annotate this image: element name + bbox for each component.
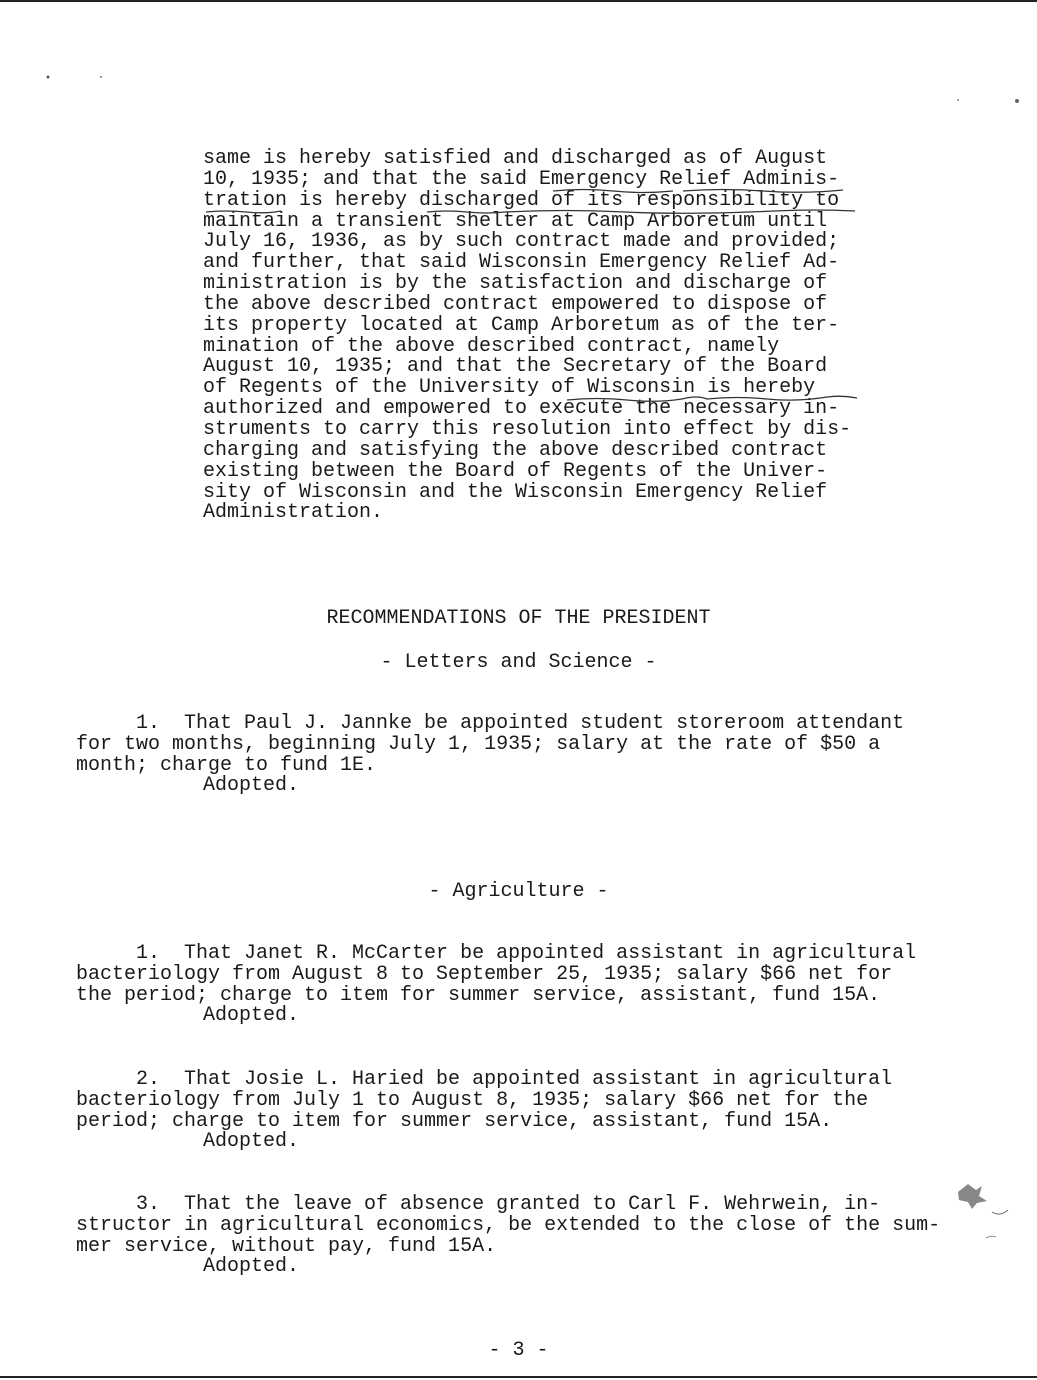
resolution-line: maintain a transient shelter at Camp Arboretum until: [203, 209, 828, 233]
resolution-line: July 16, 1936, as by such contract made and provided;: [203, 230, 840, 254]
adopted-label: Adopted.: [203, 774, 300, 798]
adopted-label: Adopted.: [203, 1255, 300, 1279]
resolution-line: ministration is by the satisfaction and discharge of: [203, 272, 828, 296]
resolution-line: mination of the above described contract, namely: [203, 334, 780, 358]
agriculture-item-1: [76, 944, 996, 1027]
resolution-line: and further, that said Wisconsin Emergency Relief Ad-: [203, 251, 840, 275]
item-line: 1. That Paul J. Jannke be appointed student storeroom attendant: [76, 712, 905, 735]
item-line: month; charge to fund 1E.: [76, 753, 377, 777]
resolution-line: of Regents of the University of Wisconsin is hereby: [203, 376, 816, 400]
item-line: bacteriology from August 8 to September 25, 1935; salary $66 net for: [76, 962, 893, 986]
resolution-line: sity of Wisconsin and the Wisconsin Emergency Relief: [203, 480, 828, 504]
resolution-line: tration is hereby discharged of its responsibility to: [203, 188, 840, 212]
item-line: mer service, without pay, fund 15A.: [76, 1234, 497, 1258]
agriculture-heading: - Agriculture -: [428, 880, 609, 903]
resolution-paragraph: [203, 149, 923, 524]
resolution-line: 10, 1935; and that the said Emergency Relief Adminis-: [203, 167, 840, 191]
resolution-line: authorized and empowered to execute the necessary in-: [203, 397, 840, 421]
section-heading: RECOMMENDATIONS OF THE PRESIDENT: [326, 607, 711, 630]
item-line: 1. That Janet R. McCarter be appointed assistant in agricultural: [76, 942, 917, 965]
resolution-line: Administration.: [203, 501, 384, 525]
agriculture-item-3: [76, 1195, 996, 1278]
resolution-line: August 10, 1935; and that the Secretary of the Board: [203, 355, 828, 379]
agriculture-item-2: [76, 1070, 996, 1153]
resolution-line: struments to carry this resolution into effect by dis-: [203, 417, 852, 441]
item-line: 2. That Josie L. Haried be appointed assistant in agricultural: [76, 1068, 893, 1091]
resolution-line: existing between the Board of Regents of the Univer-: [203, 459, 828, 483]
adopted-label: Adopted.: [203, 1130, 300, 1154]
letters-science-heading: - Letters and Science -: [380, 651, 657, 674]
page-number: - 3 -: [488, 1339, 549, 1362]
item-line: structor in agricultural economics, be extended to the close of the sum-: [76, 1213, 941, 1237]
adopted-label: Adopted.: [203, 1004, 300, 1028]
resolution-line: charging and satisfying the above described contract: [203, 438, 828, 462]
bottom-edge-rule: [0, 1376, 1037, 1378]
item-line: bacteriology from July 1 to August 8, 1935; salary $66 net for the: [76, 1088, 869, 1112]
top-edge-rule: [0, 0, 1037, 2]
letters-science-item-1: [76, 714, 996, 797]
resolution-line: same is hereby satisfied and discharged as of August: [203, 147, 828, 170]
item-line: 3. That the leave of absence granted to Carl F. Wehrwein, in-: [76, 1193, 881, 1216]
item-line: the period; charge to item for summer service, assistant, fund 15A.: [76, 983, 881, 1007]
resolution-line: the above described contract empowered to dispose of: [203, 292, 828, 316]
item-line: period; charge to item for summer service, assistant, fund 15A.: [76, 1109, 833, 1133]
resolution-line: its property located at Camp Arboretum as of the ter-: [203, 313, 840, 337]
item-line: for two months, beginning July 1, 1935; salary at the rate of $50 a: [76, 732, 881, 756]
